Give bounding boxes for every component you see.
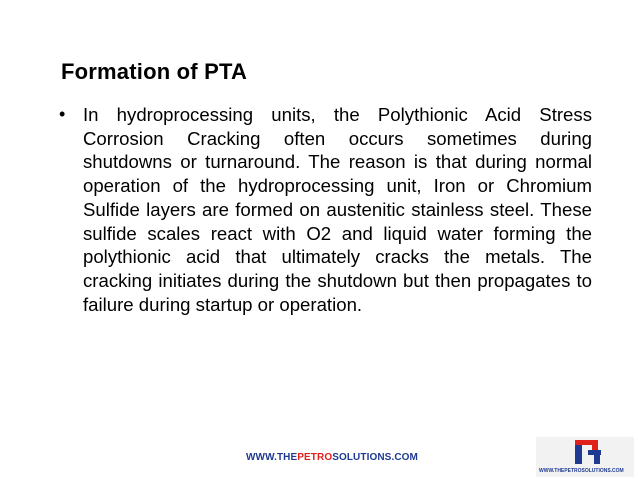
brand-logo	[536, 437, 634, 477]
logo-text: WWW.THEPETROSOLUTIONS.COM	[539, 468, 624, 474]
footer-url-solutions: SOLUTIONS	[332, 452, 392, 463]
footer-url-petro: PETRO	[297, 452, 333, 463]
bullet-text: In hydroprocessing units, the Polythionic Acid Stress Corrosion Cracking often occurs sometimes during shutdowns or turnaround. The reason is that during normal operation of the hydroprocessing unit, Iron or Chromium Sulfide layers are formed on austenitic stainless steel. These sulfide scales react with O2 and liquid water forming the polythionic acid that ultimately cracks the metals. The cracking initiates during the shutdown but then propagates to failure during startup or operation.	[83, 104, 592, 315]
footer-url-suffix: .COM	[391, 452, 418, 463]
bullet-list	[58, 103, 592, 316]
petrosolutions-logo-icon	[575, 440, 601, 464]
bullet-item	[58, 103, 592, 316]
bullet-icon: •	[59, 104, 66, 124]
slide-title: Formation of PTA	[61, 59, 248, 84]
footer-url-prefix: WWW.THE	[246, 452, 298, 463]
footer-url	[246, 452, 418, 463]
